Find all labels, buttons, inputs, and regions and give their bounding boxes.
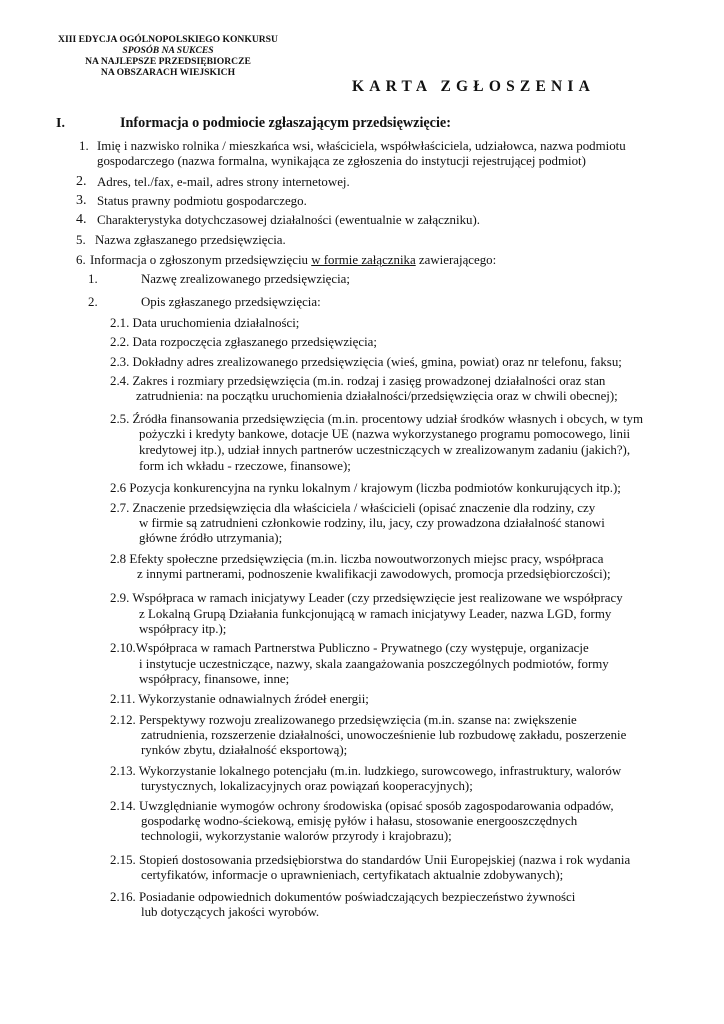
sub-1-text: Nazwę zrealizowanego przedsięwzięcia; bbox=[141, 272, 350, 286]
point-2-15-line-2: certyfikatów, informacje o uprawnieniach, certyfikatach aktualnie zdobywanych); bbox=[141, 868, 564, 882]
point-2-7-line-1: 2.7. Znaczenie przedsięwzięcia dla właściciela / właścicieli (opisać znaczenie dla rodziny, czy bbox=[110, 501, 596, 515]
point-2-6: 2.6 Pozycja konkurencyjna na rynku lokalnym / krajowym (liczba podmiotów konkurujących itp.); bbox=[110, 481, 621, 495]
item-6-text-underlined: w formie załącznika bbox=[311, 253, 416, 267]
document-title: KARTA ZGŁOSZENIA bbox=[352, 78, 596, 95]
point-2-8-line-2: z innymi partnerami, podnoszenie kwalifikacji zawodowych, promocja przedsiębiorczości); bbox=[137, 567, 611, 581]
point-2-12-line-2: zatrudnienia, rozszerzenie działalności, unowocześnienie lub rozbudowę zakładu, poszerzenie bbox=[141, 728, 627, 742]
point-2-16-line-2: lub dotyczących jakości wyrobów. bbox=[141, 905, 320, 919]
point-2-10-line-1: 2.10.Współpraca w ramach Partnerstwa Publiczno - Prywatnego (czy występuje, organizacje bbox=[110, 641, 589, 655]
item-6-text bbox=[90, 253, 496, 268]
header-line-2: SPOSÓB NA SUKCES bbox=[122, 45, 214, 56]
point-2-5-line-2: pożyczki i kredyty bankowe, dotacje UE (nazwa wykorzystanego programu pomocowego, linii bbox=[139, 427, 631, 441]
item-4-text: Charakterystyka dotychczasowej działalności (ewentualnie w załączniku). bbox=[97, 213, 480, 227]
item-6-text-post: zawierającego: bbox=[415, 253, 497, 267]
point-2-2: 2.2. Data rozpoczęcia zgłaszanego przedsięwzięcia; bbox=[110, 335, 377, 349]
sub-1-number: 1. bbox=[88, 272, 98, 286]
point-2-14-line-2: gospodarkę wodno-ściekową, emisję pyłów i hałasu, stosowanie energooszczędnych bbox=[141, 814, 578, 828]
item-1-line-1: Imię i nazwisko rolnika / mieszkańca wsi, właściciela, współwłaściciela, udziałowca, nazwa podmiotu bbox=[97, 139, 626, 153]
sub-2-number: 2. bbox=[88, 295, 98, 309]
point-2-16-line-1: 2.16. Posiadanie odpowiednich dokumentów poświadczających bezpieczeństwo żywności bbox=[110, 890, 576, 904]
item-1-number: 1. bbox=[79, 139, 89, 153]
section-number: I. bbox=[56, 116, 65, 131]
item-6-text-pre: Informacja o zgłoszonym przedsięwzięciu bbox=[90, 253, 312, 267]
point-2-14-line-3: technologii, wykorzystanie walorów przyrody i krajobrazu); bbox=[141, 829, 452, 843]
item-6-number: 6. bbox=[76, 253, 86, 267]
item-2-text: Adres, tel./fax, e-mail, adres strony internetowej. bbox=[97, 175, 350, 189]
point-2-10-line-3: współpracy, finansowe, inne; bbox=[139, 672, 290, 686]
point-2-13-line-2: turystycznych, lokalizacyjnych oraz powiązań kooperacyjnych); bbox=[141, 779, 473, 793]
point-2-3: 2.3. Dokładny adres zrealizowanego przedsięwzięcia (wieś, gmina, powiat) oraz nr telefonu, faksu; bbox=[110, 355, 622, 369]
point-2-4-line-1: 2.4. Zakres i rozmiary przedsięwzięcia (m.in. rodzaj i zasięg prowadzonej działalności oraz stan bbox=[110, 374, 606, 388]
item-5-text: Nazwa zgłaszanego przedsięwzięcia. bbox=[95, 233, 286, 247]
item-1-line-2: gospodarczego (nazwa formalna, wynikająca ze zgłoszenia do instytucji rejestrującej podmiot) bbox=[97, 154, 586, 168]
point-2-7-line-2: w firmie są zatrudnieni członkowie rodziny, ilu, jacy, czy prowadzona działalność stanowi bbox=[139, 516, 605, 530]
point-2-14-line-1: 2.14. Uwzględnianie wymogów ochrony środowiska (opisać sposób zagospodarowania odpadów, bbox=[110, 799, 614, 813]
item-5-number: 5. bbox=[76, 233, 86, 247]
sub-2-text: Opis zgłaszanego przedsięwzięcia: bbox=[141, 295, 321, 309]
point-2-5-line-1: 2.5. Źródła finansowania przedsięwzięcia (m.in. procentowy udział środków własnych i obcych, w tym bbox=[110, 412, 644, 426]
point-2-10-line-2: i instytucje uczestniczące, nazwy, skala zaangażowania poszczególnych podmiotów, formy bbox=[139, 657, 609, 671]
point-2-8-line-1: 2.8 Efekty społeczne przedsięwzięcia (m.in. liczba nowoutworzonych miejsc pracy, współpraca bbox=[110, 552, 604, 566]
header-line-4: NA OBSZARACH WIEJSKICH bbox=[100, 67, 236, 78]
item-4-number: 4. bbox=[76, 212, 87, 227]
point-2-7-line-3: główne źródło utrzymania); bbox=[139, 531, 283, 545]
item-3-text: Status prawny podmiotu gospodarczego. bbox=[97, 194, 307, 208]
point-2-1: 2.1. Data uruchomienia działalności; bbox=[110, 316, 300, 330]
section-title: Informacja o podmiocie zgłaszającym przedsięwzięcie: bbox=[120, 115, 451, 131]
point-2-15-line-1: 2.15. Stopień dostosowania przedsiębiorstwa do standardów Unii Europejskiej (nazwa i rok wydania bbox=[110, 853, 631, 867]
point-2-5-line-3: kredytowej itp.), udział innych partnerów uczestniczących w zrealizowanym zadaniu (jakich?), bbox=[139, 443, 631, 457]
point-2-5-line-4: form ich wkładu - rzeczowe, finansowe); bbox=[139, 459, 351, 473]
header-line-3: NA NAJLEPSZE PRZEDSIĘBIORCZE bbox=[85, 56, 251, 67]
point-2-4-line-2: zatrudnienia: na początku uruchomienia działalności/przedsięwzięcia oraz w chwili obecnej); bbox=[136, 389, 618, 403]
point-2-9-line-3: współpracy itp.); bbox=[139, 622, 227, 636]
header-line-1: XIII EDYCJA OGÓLNOPOLSKIEGO KONKURSU bbox=[58, 34, 278, 45]
point-2-12-line-3: rynków zbytu, działalność eksportową); bbox=[141, 743, 348, 757]
point-2-11: 2.11. Wykorzystanie odnawialnych źródeł energii; bbox=[110, 692, 369, 706]
point-2-9-line-2: z Lokalną Grupą Działania funkcjonującą w ramach inicjatywy Leader, nazwa LGD, formy bbox=[139, 607, 612, 621]
item-3-number: 3. bbox=[76, 193, 87, 208]
item-2-number: 2. bbox=[76, 174, 87, 189]
point-2-12-line-1: 2.12. Perspektywy rozwoju zrealizowanego przedsięwzięcia (m.in. szanse na: zwiększenie bbox=[110, 713, 577, 727]
point-2-9-line-1: 2.9. Współpraca w ramach inicjatywy Leader (czy przedsięwzięcie jest realizowane we współpracy bbox=[110, 591, 623, 605]
point-2-13-line-1: 2.13. Wykorzystanie lokalnego potencjału (m.in. ludzkiego, surowcowego, infrastruktury, walorów bbox=[110, 764, 622, 778]
